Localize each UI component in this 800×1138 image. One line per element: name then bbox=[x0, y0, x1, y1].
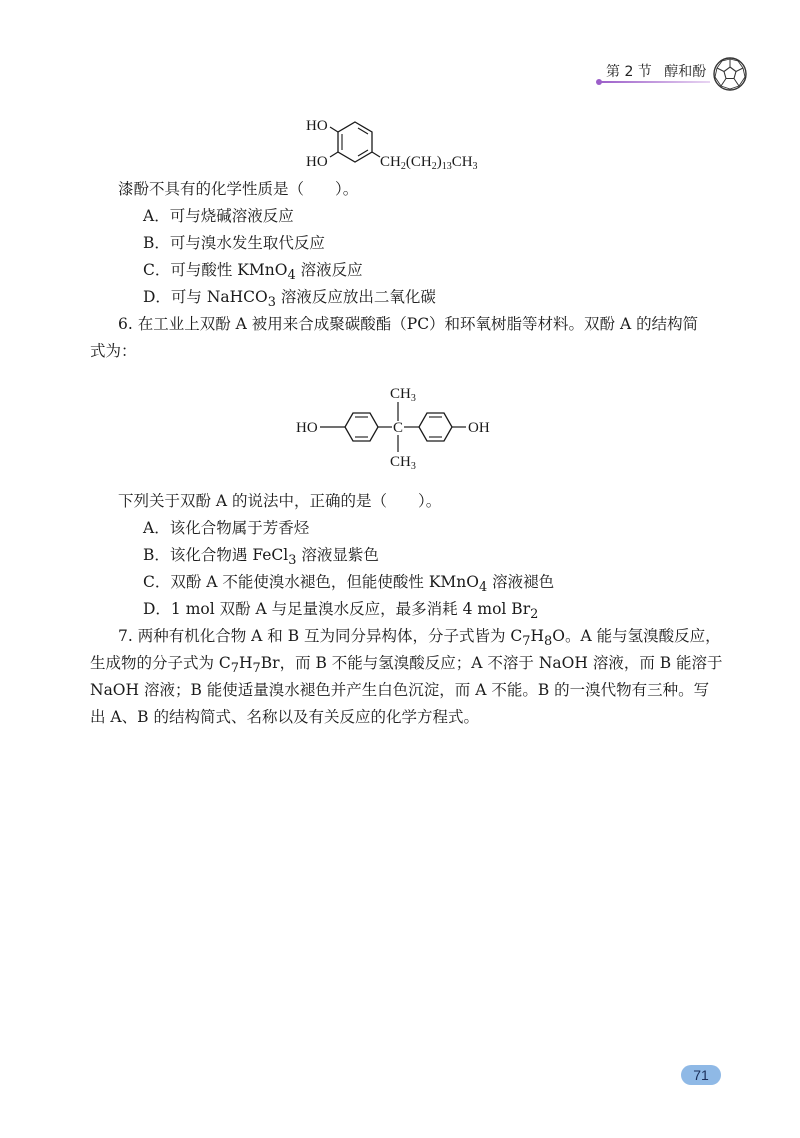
q6-stem-line2: 式为： bbox=[90, 342, 137, 360]
fullerene-icon bbox=[712, 56, 748, 92]
central-carbon-label: C bbox=[393, 420, 404, 436]
q7-line1: 7. 两种有机化合物 A 和 B 互为同分异构体，分子式皆为 $C_7H_8O$。A 能与氢溴酸反应， bbox=[118, 627, 721, 650]
q7-line2: 生成物的分子式为 $C_7H_7Br$，而 B 不能与氢溴酸反应；A 不溶于 NaOH 溶液，而 B 能溶于 bbox=[90, 654, 723, 677]
q6-option-d: D．1 mol 双酚 A 与足量溴水反应，最多消耗 4 mol $Br_2$ bbox=[143, 600, 539, 623]
section-label: 第 2 节 bbox=[606, 64, 652, 80]
q5-option-a: A．可与烧碱溶液反应 bbox=[143, 207, 294, 225]
q6-question: 下列关于双酚 A 的说法中，正确的是（ ）。 bbox=[118, 492, 442, 510]
oh-label-right: OH bbox=[468, 420, 490, 436]
q5-option-c: C．可与酸性 KMnO$_4$ 溶液反应 bbox=[143, 261, 363, 284]
q7-line3: NaOH 溶液；B 能使适量溴水褪色并产生白色沉淀，而 A 不能。B 的一溴代物有三种。写 bbox=[90, 681, 710, 699]
page-header bbox=[0, 0, 800, 100]
q6-option-c: C．双酚 A 不能使溴水褪色，但能使酸性 KMnO$_4$ 溶液褪色 bbox=[143, 573, 555, 596]
ch3-bottom-label: $CH_3$ bbox=[390, 454, 416, 472]
chapter-title: 醇和酚 bbox=[664, 64, 707, 80]
ho-label-bottom: HO bbox=[306, 154, 328, 170]
q6-stem-line1: 6. 在工业上双酚 A 被用来合成聚碳酸酯（PC）和环氧树脂等材料。双酚 A 的结构简 bbox=[118, 315, 699, 333]
page-number: 71 bbox=[681, 1065, 721, 1085]
ho-label-top: HO bbox=[306, 118, 328, 134]
q5-option-d: D．可与 NaHCO$_3$ 溶液反应放出二氧化碳 bbox=[143, 288, 436, 311]
urushiol-structure bbox=[300, 110, 520, 180]
q5-option-b: B．可与溴水发生取代反应 bbox=[143, 234, 325, 252]
ch3-top-label: $CH_3$ bbox=[390, 386, 416, 404]
bisphenol-a-structure bbox=[290, 380, 530, 475]
header-title bbox=[606, 61, 706, 81]
ho-label-left: HO bbox=[296, 420, 318, 436]
q6-option-a: A．该化合物属于芳香烃 bbox=[143, 519, 310, 537]
q5-stem: 漆酚不具有的化学性质是（ ）。 bbox=[118, 180, 359, 198]
q7-line4: 出 A、B 的结构简式、名称以及有关反应的化学方程式。 bbox=[90, 708, 479, 726]
alkyl-chain-label: $CH_2(CH_2)_{13}CH_3$ bbox=[380, 154, 478, 172]
header-rule bbox=[598, 81, 710, 83]
q6-option-b: B．该化合物遇 FeCl$_3$ 溶液显紫色 bbox=[143, 546, 379, 569]
